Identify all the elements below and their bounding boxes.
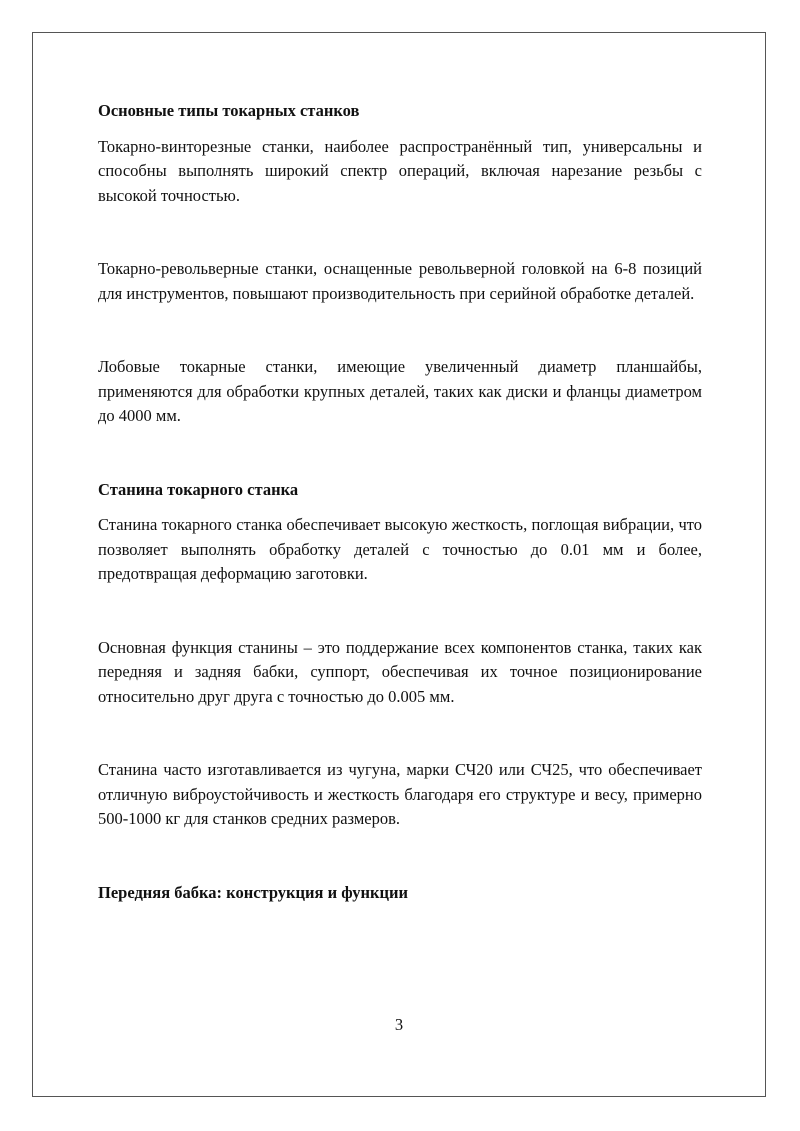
section-lathe-bed bbox=[98, 478, 702, 832]
page-content bbox=[98, 99, 702, 905]
section-heading: Передняя бабка: конструкция и функции bbox=[98, 882, 409, 902]
paragraph: Токарно-револьверные станки, оснащенные револьверной головкой на 6-8 позиций для инструментов, повышают производительность при серийной обработке деталей. bbox=[98, 259, 702, 303]
paragraph: Токарно-винторезные станки, наиболее распространённый тип, универсальны и способны выполнять широкий спектр операций, включая нарезание резьбы с высокой точностью. bbox=[98, 136, 702, 205]
section-lathe-types bbox=[98, 99, 702, 429]
section-heading: Станина токарного станка bbox=[98, 479, 299, 499]
document-page bbox=[32, 32, 766, 1097]
paragraph: Станина часто изготавливается из чугуна, марки СЧ20 или СЧ25, что обеспечивает отличную виброустойчивость и жесткость благодаря его структуре и весу, примерно 500-1000 кг для станков средних размеров. bbox=[98, 760, 702, 828]
paragraph: Основная функция станины – это поддержание всех компонентов станка, таких как передняя и задняя бабки, суппорт, обеспечивая их точное позиционирование относительно друг друга с точностью до 0.005 мм. bbox=[98, 637, 702, 706]
section-headstock bbox=[98, 881, 702, 906]
paragraph: Станина токарного станка обеспечивает высокую жесткость, поглощая вибрации, что позволяет выполнять обработку деталей с точностью до 0.01 мм и более, предотвращая деформацию заготовки. bbox=[98, 515, 702, 583]
section-heading: Основные типы токарных станков bbox=[98, 101, 360, 120]
paragraph: Лобовые токарные станки, имеющие увеличенный диаметр планшайбы, применяются для обработки крупных деталей, таких как диски и фланцы диаметром до 4000 мм. bbox=[98, 357, 702, 425]
page-number: 3 bbox=[394, 1015, 404, 1034]
